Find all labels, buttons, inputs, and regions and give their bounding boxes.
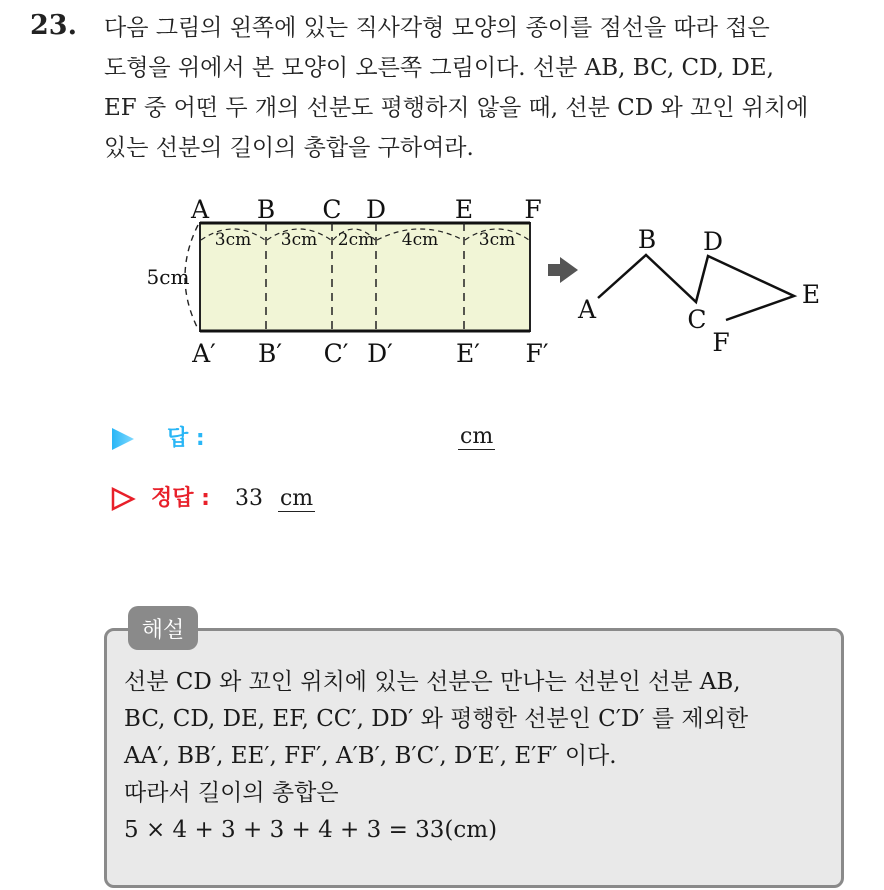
- correct-marker-icon: [110, 486, 136, 512]
- question-line: EF 중 어떤 두 개의 선분도 평행하지 않을 때, 선분 CD 와 꼬인 위치에: [104, 95, 809, 121]
- folded-label-b: B: [637, 225, 657, 254]
- label-e-prime: E′: [456, 339, 480, 368]
- label-c: C: [322, 195, 342, 224]
- question-line: 있는 선분의 길이의 총합을 구하여라.: [104, 135, 474, 161]
- segment-length: 3cm: [214, 230, 252, 250]
- label-d-prime: D′: [367, 339, 393, 368]
- label-c-prime: C′: [323, 339, 349, 368]
- answer-unit: cm: [460, 424, 494, 449]
- segment-length: 2cm: [337, 230, 375, 250]
- folded-label-f: F: [712, 328, 730, 357]
- folded-label-a: A: [577, 295, 597, 324]
- explanation-line: BC, CD, DE, EF, CC′, DD′ 와 평행한 선분인 C′D′ 를 제외한: [124, 706, 749, 732]
- label-b-prime: B′: [257, 339, 283, 368]
- question-number: 23.: [30, 10, 77, 41]
- folding-figure: [0, 0, 884, 400]
- segment-length: 3cm: [280, 230, 318, 250]
- answer-label: 답 :: [167, 426, 205, 451]
- question-line: 도형을 위에서 본 모양이 오른쪽 그림이다. 선분 AB, BC, CD, DE,: [104, 55, 774, 81]
- explanation-line: AA′, BB′, EE′, FF′, A′B′, B′C′, D′E′, E′F′ 이다.: [124, 743, 617, 769]
- right-arrow-icon: [548, 257, 578, 283]
- folded-shape: [577, 225, 820, 357]
- answer-marker-icon: [110, 426, 136, 452]
- label-b: B: [256, 195, 276, 224]
- correct-value: 33: [234, 486, 263, 511]
- label-a-prime: A′: [192, 339, 216, 368]
- explanation-line: 선분 CD 와 꼬인 위치에 있는 선분은 만나는 선분인 선분 AB,: [124, 669, 741, 695]
- height-length: 5cm: [146, 265, 190, 289]
- label-e: E: [454, 195, 474, 224]
- explanation-line: 5 × 4 + 3 + 3 + 4 + 3 = 33(cm): [124, 817, 498, 843]
- segment-length: 4cm: [401, 230, 439, 250]
- correct-answer-row: [110, 481, 315, 512]
- explanation-tag: 해설: [128, 606, 198, 650]
- question-line: 다음 그림의 왼쪽에 있는 직사각형 모양의 종이를 점선을 따라 접은: [104, 15, 770, 41]
- label-f: F: [524, 195, 542, 224]
- folded-label-e: E: [801, 280, 821, 309]
- explanation-text: [124, 664, 834, 849]
- answer-input-blank[interactable]: [458, 424, 495, 449]
- correct-unit: cm: [279, 486, 314, 511]
- unfolded-rectangle: [147, 195, 549, 368]
- answer-row: [110, 421, 205, 452]
- segment-length: 3cm: [478, 230, 516, 250]
- folded-label-c: C: [687, 305, 707, 334]
- label-f-prime: F′: [525, 339, 549, 368]
- label-a: A: [190, 195, 210, 224]
- correct-label: 정답 :: [151, 486, 210, 511]
- label-d: D: [365, 195, 387, 224]
- explanation-line: 따라서 길이의 총합은: [124, 780, 339, 806]
- folded-label-d: D: [702, 227, 724, 256]
